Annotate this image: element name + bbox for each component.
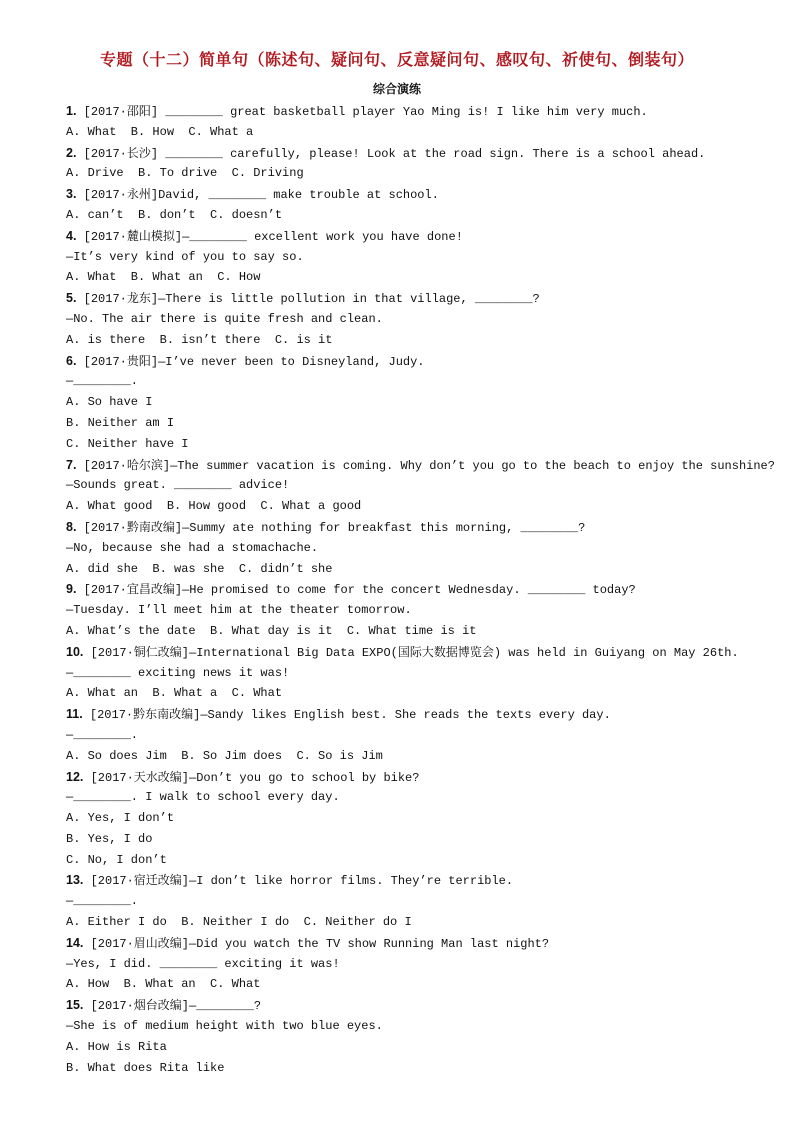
- question-source: [2017·永州]: [76, 188, 159, 203]
- answer-options: B. What does Rita like: [66, 1060, 225, 1075]
- question-stem-line: [66, 226, 776, 247]
- question-stem: —Summy ate nothing for breakfast this morning, ________?: [182, 520, 586, 535]
- question-stem-line: [66, 184, 776, 205]
- answer-options: A. So have I: [66, 395, 153, 410]
- dialogue-line: —Sounds great. ________ advice!: [66, 478, 290, 493]
- question-source: [2017·宜昌改编]: [76, 583, 183, 598]
- question-source: [2017·龙东]: [76, 292, 159, 307]
- question-stem-line: [66, 933, 776, 954]
- dialogue-line: —Yes, I did. ________ exciting it was!: [66, 956, 340, 971]
- question-stem-line: [66, 351, 776, 372]
- question-number: 10.: [66, 644, 84, 659]
- question-stem: David, ________ make trouble at school.: [158, 188, 439, 203]
- dialogue-line: —No, because she had a stomachache.: [66, 540, 319, 555]
- question-source: [2017·麓山模拟]: [76, 229, 183, 244]
- answer-options: A. What B. What an C. How: [66, 270, 261, 285]
- dialogue-line: —________.: [66, 894, 139, 909]
- question-stem-line: [66, 704, 776, 725]
- question-number: 1.: [66, 104, 77, 118]
- question-number: 12.: [66, 769, 84, 784]
- question-stem: —International Big Data EXPO(国际大数据博览会) was held in Guiyang on May 26th.: [189, 645, 739, 660]
- question-stem-line: [66, 455, 776, 476]
- question-source: [2017·天水改编]: [83, 770, 190, 785]
- question-number: 3.: [66, 187, 77, 202]
- answer-options: B. Yes, I do: [66, 831, 153, 846]
- question-stem-line: [66, 579, 776, 600]
- question-number: 8.: [66, 519, 77, 534]
- question-stem: —I don’t like horror films. They’re terrible.: [189, 874, 514, 889]
- question-number: 14.: [66, 935, 84, 950]
- dialogue-line: —She is of medium height with two blue eyes.: [66, 1019, 383, 1034]
- answer-options: A. did she B. was she C. didn’t she: [66, 561, 333, 576]
- answer-options: C. Neither have I: [66, 436, 189, 451]
- dialogue-line: —________.: [66, 374, 139, 389]
- answer-options: A. Either I do B. Neither I do C. Neither do I: [66, 915, 412, 930]
- answer-options: A. What’s the date B. What day is it C. What time is it: [66, 623, 477, 638]
- question-stem-line: [66, 143, 776, 164]
- question-source: [2017·贵阳]: [76, 354, 159, 369]
- question-stem: —The summer vacation is coming. Why don’t you go to the beach to enjoy the sunshine?: [170, 458, 775, 473]
- question-source: [2017·宿迁改编]: [83, 874, 190, 889]
- page-title: 专题（十二）简单句（陈述句、疑问句、反意疑问句、感叹句、祈使句、倒装句）: [99, 50, 694, 69]
- dialogue-line: —________. I walk to school every day.: [66, 790, 340, 805]
- question-stem-line: [66, 870, 776, 891]
- question-number: 9.: [66, 582, 77, 597]
- answer-options: A. Drive B. To drive C. Driving: [66, 166, 304, 181]
- question-source: [2017·哈尔滨]: [76, 458, 171, 473]
- dialogue-line: —Tuesday. I’ll meet him at the theater tomorrow.: [66, 603, 412, 618]
- question-number: 5.: [66, 291, 77, 306]
- question-stem: —I’ve never been to Disneyland, Judy.: [158, 354, 425, 369]
- answer-options: A. What an B. What a C. What: [66, 686, 283, 701]
- question-source: [2017·眉山改编]: [83, 936, 190, 951]
- section-subtitle: 综合演练: [372, 82, 421, 96]
- question-stem-line: [66, 642, 776, 663]
- question-source: [2017·铜仁改编]: [83, 645, 190, 660]
- question-stem: ________ great basketball player Yao Ming is! I like him very much.: [158, 105, 648, 119]
- answer-options: A. Yes, I don’t: [66, 811, 175, 826]
- question-stem: —Did you watch the TV show Running Man last night?: [189, 936, 550, 951]
- question-stem: —Don’t you go to school by bike?: [189, 770, 420, 785]
- question-number: 7.: [66, 457, 77, 472]
- question-stem-line: [66, 288, 776, 309]
- answer-options: A. is there B. isn’t there C. is it: [66, 332, 333, 347]
- question-stem-line: [66, 101, 776, 122]
- question-stem: —He promised to come for the concert Wednesday. ________ today?: [182, 583, 636, 598]
- question-stem-line: [66, 995, 776, 1016]
- question-stem-line: [66, 767, 776, 788]
- answer-options: A. So does Jim B. So Jim does C. So is Jim: [66, 748, 383, 763]
- question-stem: —Sandy likes English best. She reads the texts every day.: [200, 708, 611, 723]
- question-stem: —________ excellent work you have done!: [182, 229, 463, 244]
- answer-options: A. can’t B. don’t C. doesn’t: [66, 207, 283, 222]
- question-stem-line: [66, 517, 776, 538]
- dialogue-line: —No. The air there is quite fresh and clean.: [66, 311, 383, 326]
- dialogue-line: —________ exciting news it was!: [66, 665, 290, 680]
- answer-options: A. How is Rita: [66, 1039, 167, 1054]
- question-source: [2017·长沙]: [76, 146, 159, 161]
- question-source: [2017·烟台改编]: [83, 999, 190, 1014]
- answer-options: A. How B. What an C. What: [66, 977, 261, 992]
- question-number: 11.: [66, 707, 83, 722]
- answer-options: A. What good B. How good C. What a good: [66, 499, 362, 514]
- question-source: [2017·邵阳]: [76, 105, 159, 119]
- question-number: 2.: [66, 145, 77, 160]
- question-number: 13.: [66, 873, 84, 888]
- answer-options: B. Neither am I: [66, 415, 175, 430]
- question-stem: ________ carefully, please! Look at the road sign. There is a school ahead.: [158, 146, 706, 161]
- answer-options: C. No, I don’t: [66, 852, 167, 867]
- question-stem: —________?: [189, 999, 262, 1014]
- question-source: [2017·黔南改编]: [76, 520, 183, 535]
- question-list: [66, 101, 776, 1078]
- question-source: [2017·黔东南改编]: [82, 708, 201, 723]
- dialogue-line: —________.: [66, 727, 139, 742]
- question-number: 15.: [66, 998, 84, 1013]
- question-stem: —There is little pollution in that village, ________?: [158, 292, 540, 307]
- dialogue-line: —It’s very kind of you to say so.: [66, 249, 304, 264]
- question-number: 6.: [66, 353, 77, 368]
- question-number: 4.: [66, 228, 77, 243]
- answer-options: A. What B. How C. What a: [66, 124, 254, 139]
